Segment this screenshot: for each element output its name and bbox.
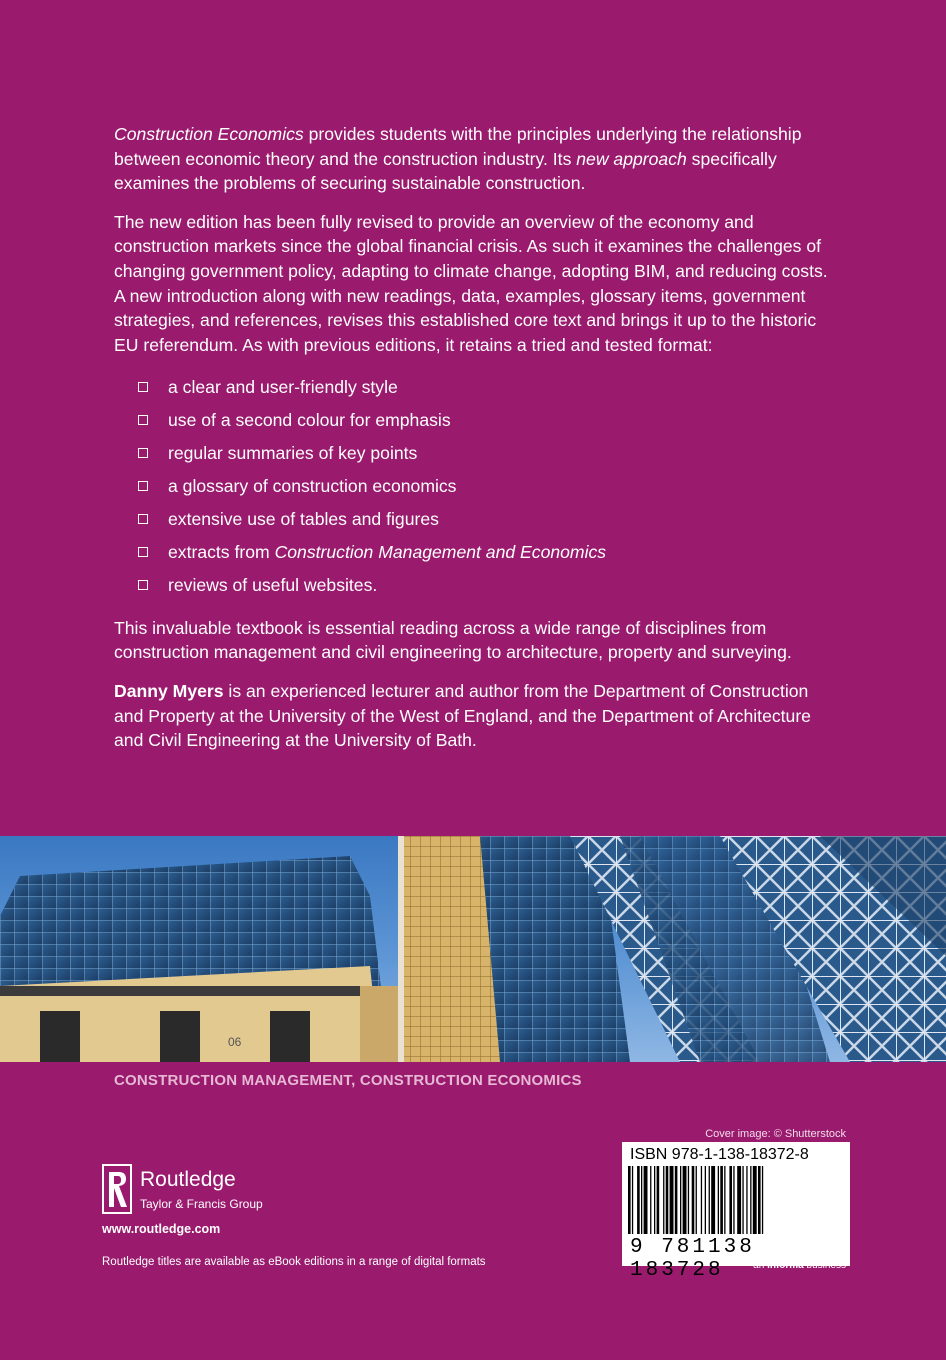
subject-category: CONSTRUCTION MANAGEMENT, CONSTRUCTION ECONOMICS <box>114 1072 582 1089</box>
blurb-paragraph-2: The new edition has been fully revised to provide an overview of the economy and construction markets since the global financial crisis. As such it examines the challenges of changing government policy, adapting to climate change, adopting BIM, and reducing costs. A new introduction along with new readings, data, examples, glossary items, government strategies, and references, revises this established core text and brings it up to the historic EU referendum. As with previous editions, it retains a tried and tested format: <box>114 211 828 355</box>
building-illustration <box>0 836 946 1062</box>
informa-prefix: an <box>753 1260 768 1271</box>
blurb-emphasis: new approach <box>576 148 687 169</box>
list-item-text: regular summaries of key points <box>168 443 418 464</box>
barcode-icon <box>628 1166 844 1236</box>
list-item <box>138 408 834 433</box>
checkbox-bullet-icon <box>138 382 148 392</box>
checkbox-bullet-icon <box>138 514 148 524</box>
list-item-text: extracts from <box>168 542 275 563</box>
list-item-text: a clear and user-friendly style <box>168 377 398 398</box>
list-item-text: a glossary of construction economics <box>168 476 457 497</box>
blurb-text: specifically examines the problems of securing sustainable construction. <box>114 148 777 194</box>
checkbox-bullet-icon <box>138 481 148 491</box>
cover-photo-skyscrapers <box>0 836 946 1062</box>
cover-image-credit: Cover image: © Shutterstock <box>705 1128 846 1140</box>
ebook-note: Routledge titles are available as eBook editions in a range of digital formats <box>102 1256 486 1268</box>
list-item <box>138 573 834 598</box>
feature-list <box>114 375 834 598</box>
floor-number-label: 06 <box>228 1035 242 1049</box>
checkbox-bullet-icon <box>138 580 148 590</box>
list-item <box>138 474 834 499</box>
back-cover-blurb <box>114 122 834 767</box>
publisher-name: Routledge <box>140 1168 236 1191</box>
checkbox-bullet-icon <box>138 547 148 557</box>
barcode-number: 9 781138 183728 <box>630 1236 755 1282</box>
author-name: Danny Myers <box>114 681 224 702</box>
routledge-r-icon <box>102 1164 134 1216</box>
isbn-barcode <box>622 1142 850 1282</box>
list-item <box>138 441 834 466</box>
checkbox-bullet-icon <box>138 448 148 458</box>
author-bio-text: is an experienced lecturer and author from the Department of Construction and Property at the University of the West of England, and the Department of Architecture and Civil Engineering at the University of Bath. <box>114 681 811 751</box>
isbn-label: ISBN 978-1-138-18372-8 <box>630 1146 809 1163</box>
publisher-group: Taylor & Francis Group <box>140 1197 263 1211</box>
publisher-url[interactable]: www.routledge.com <box>102 1222 221 1236</box>
list-item <box>138 375 834 400</box>
informa-business-tagline <box>753 1260 846 1271</box>
blurb-text: provides students with the principles underlying the relationship between economic theory and the construction industry. Its <box>114 124 802 169</box>
informa-name: informa <box>767 1260 804 1271</box>
book-title-italic: Construction Economics <box>114 124 304 144</box>
checkbox-bullet-icon <box>138 415 148 425</box>
list-item <box>138 507 834 532</box>
list-item-text: extensive use of tables and figures <box>168 509 439 530</box>
blurb-paragraph-3: This invaluable textbook is essential reading across a wide range of disciplines from construction management and civil engineering to architecture, property and surveying. <box>114 617 792 663</box>
list-item <box>138 540 834 565</box>
journal-title-italic: Construction Management and Economics <box>274 542 607 563</box>
informa-suffix: business <box>803 1260 846 1271</box>
list-item-text: use of a second colour for emphasis <box>168 410 451 431</box>
blurb-paragraph-1 <box>114 122 834 196</box>
routledge-logo <box>102 1164 292 1220</box>
author-bio <box>114 679 834 753</box>
list-item-text: reviews of useful websites. <box>168 575 378 596</box>
